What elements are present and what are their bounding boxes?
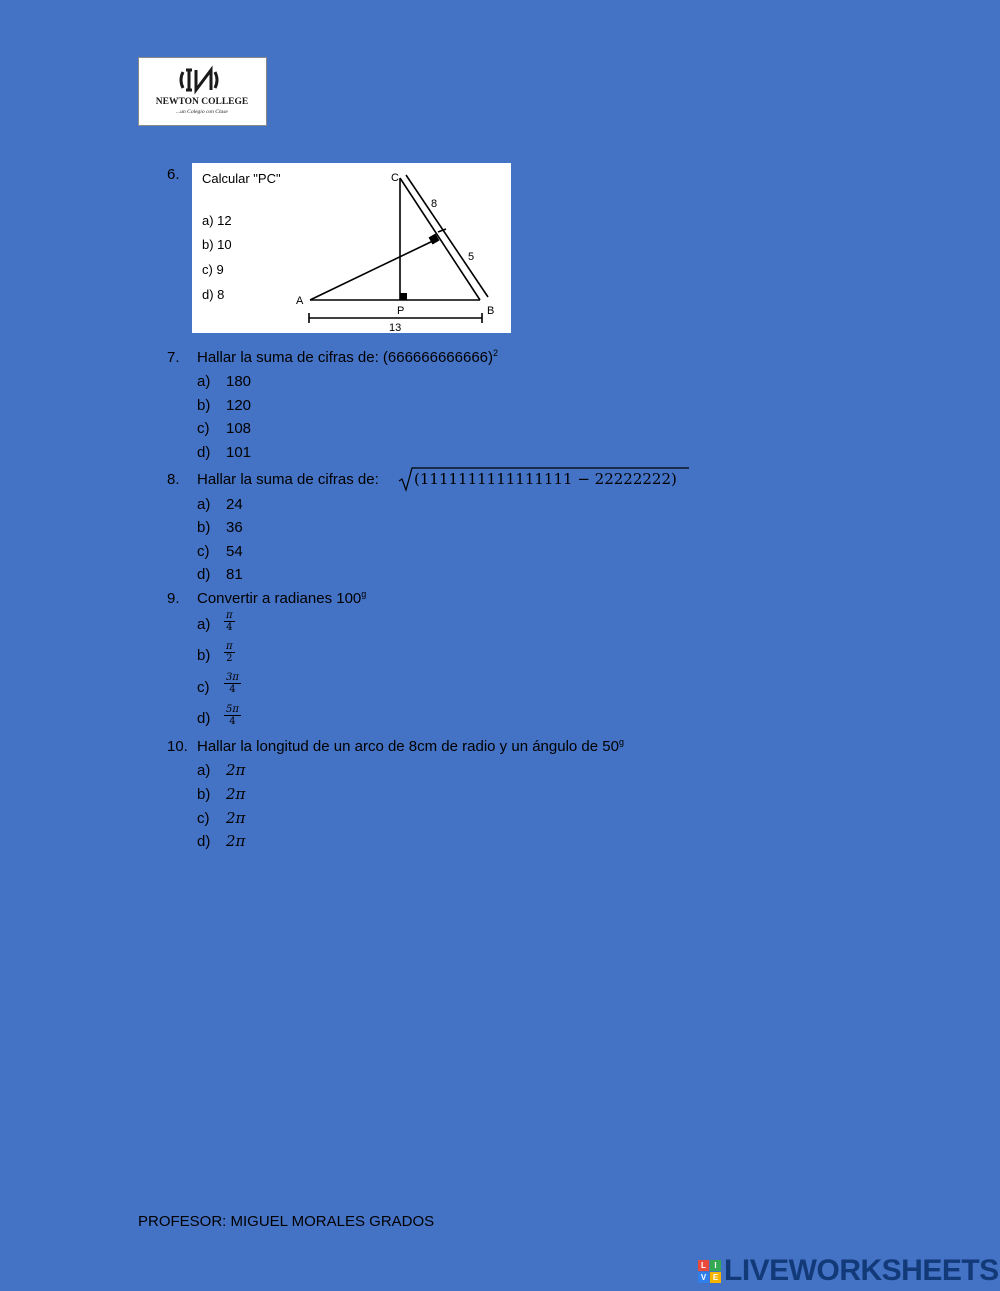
brand-square-e: E [710,1272,721,1283]
brand-text: LIVEWORKSHEETS [724,1254,999,1287]
label-c: C [391,172,399,184]
q9-option-b-letter: b) [197,647,211,664]
question-8-number: 8. [167,471,180,488]
q10-option-b-letter: b) [197,786,211,803]
q9-option-d-fraction [224,704,241,727]
q7-option-a-value: 180 [226,373,252,390]
q7-option-c-letter: c) [197,420,210,437]
segment-guide [406,175,488,297]
q9-option-c-letter: c) [197,679,210,696]
fraction-denominator: 4 [229,684,236,695]
q10-option-d-value: 2π [226,832,246,850]
question-7-text: Hallar la suma de cifras de: $(666666666666)^2$ [197,348,499,366]
fraction-numerator: π [226,641,233,652]
logo-name: NEWTON COLLEGE [155,97,249,107]
q10-option-a-letter: a) [197,762,211,779]
logo-tagline: ...un Colegio con Clase [176,109,228,115]
figure-option-c: c) 9 [202,262,224,277]
label-base-13: 13 [389,322,402,333]
q7-option-d-value: 101 [226,444,252,461]
question-8-text: Hallar la suma de cifras de: [197,471,379,488]
figure-option-d: d) 8 [202,287,225,302]
figure-title: Calcular "PC" [202,171,281,186]
sqrt-radicand: (1111111111111111 − 22222222) [414,470,677,488]
grade-superscript: g [361,589,367,599]
question-9-number: 9. [167,590,180,607]
grade-superscript: g [618,737,624,747]
liveworksheets-brand[interactable] [698,1256,999,1286]
label-b: B [487,305,495,317]
q8-option-b-value: 36 [226,519,243,536]
label-a: A [296,295,304,307]
q7-option-c-value: 108 [226,420,252,437]
q10-option-d-letter: d) [197,833,211,850]
question-10-number: 10. [167,738,188,755]
q10-option-b-value: 2π [226,785,246,803]
school-logo [138,57,267,126]
q10-option-a-value: 2π [226,761,246,779]
q7-option-b-letter: b) [197,397,211,414]
q7-option-a-letter: a) [197,373,211,390]
label-side-5: 5 [468,251,475,263]
question-9-text: Convertir a radianes 100$^g$ [197,589,367,607]
side-ac [310,239,437,300]
q9-option-a-fraction [224,610,235,633]
question-6-figure [192,163,511,333]
q10-option-c-letter: c) [197,810,210,827]
exponent: 2 [493,348,499,358]
q10-option-c-value: 2π [226,809,246,827]
side-bc [400,178,480,300]
brand-square-i: I [710,1260,721,1271]
brand-logo-squares [698,1260,721,1283]
q9-option-a-letter: a) [197,616,211,633]
q7-option-d-letter: d) [197,444,211,461]
q9-option-b-fraction [224,641,235,664]
label-p: P [397,305,405,317]
teacher-footer: PROFESOR: MIGUEL MORALES GRADOS [138,1213,435,1230]
q8-option-d-value: 81 [226,566,243,583]
fraction-denominator: 4 [226,622,233,633]
fraction-denominator: 4 [229,716,236,727]
q8-option-d-letter: d) [197,566,211,583]
fraction-denominator: 2 [226,653,233,664]
q9-option-d-letter: d) [197,710,211,727]
right-angle-p [400,293,407,300]
fraction-numerator: 5π [226,704,239,715]
question-6-number: 6. [167,166,180,183]
q7-option-b-value: 120 [226,397,252,414]
q9-option-c-fraction [224,672,241,695]
q8-option-b-letter: b) [197,519,211,536]
question-10-text: Hallar la longitud de un arco de 8cm de radio y un ángulo de 50$^g$ [197,737,624,755]
label-side-8: 8 [431,198,438,210]
brand-square-l: L [698,1260,709,1271]
question-7-number: 7. [167,349,180,366]
logo-emblem [181,70,217,90]
figure-option-a: a) 12 [202,213,232,228]
q8-option-c-value: 54 [226,543,243,560]
brand-square-v: V [698,1272,709,1283]
figure-option-b: b) 10 [202,237,232,252]
fraction-numerator: π [226,610,233,621]
q8-option-a-letter: a) [197,496,211,513]
q8-option-a-value: 24 [226,496,243,513]
fraction-numerator: 3π [226,672,239,683]
q8-option-c-letter: c) [197,543,210,560]
